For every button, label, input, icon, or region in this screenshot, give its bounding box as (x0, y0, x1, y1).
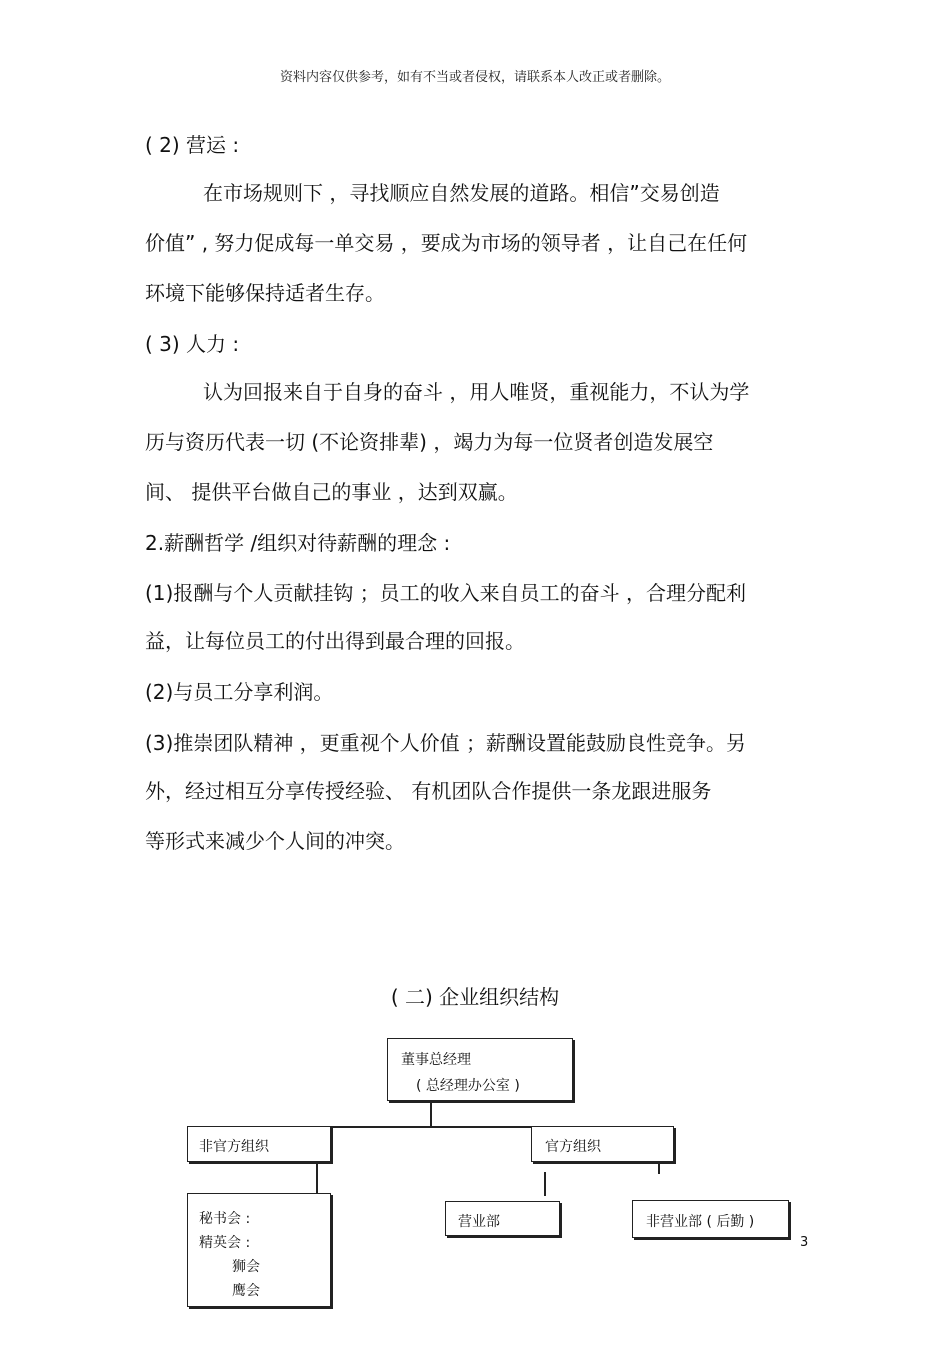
paragraph-line: (3)推崇团队精神 ，更重视个人价值 ；薪酬设置能鼓励良性竞争。另 (145, 731, 747, 755)
heading-salary-philosophy: 2.薪酬哲学 /组织对待薪酬的理念 : (145, 531, 451, 555)
org-node-label: 狮会 (232, 1259, 260, 1275)
heading-human-resources: ( 3) 人力 : (145, 332, 240, 356)
org-node-sales (445, 1201, 560, 1236)
paragraph-line: (1)报酬与个人贡献挂钩 ；员工的收入来自员工的奋斗 ，合理分配利 (145, 581, 747, 605)
paragraph-line: 等形式来减少个人间的冲突。 (145, 829, 405, 853)
org-node-label: 鹰会 (232, 1283, 260, 1299)
org-node-label: 非营业部 ( 后勤 ) (646, 1214, 755, 1230)
paragraph-line: 在市场规则下 ，寻找顺应自然发展的道路。相信”交易创造 (203, 181, 720, 205)
org-node-label: 非官方组织 (199, 1139, 269, 1155)
paragraph-line: 历与资历代表一切 (不论资排辈) ，竭力为每一位贤者创造发展空 (145, 430, 714, 454)
org-node-unofficial (187, 1126, 331, 1162)
paragraph-line: 间、 提供平台做自己的事业 ，达到双赢。 (145, 480, 518, 504)
paragraph-line: 外，经过相互分享传授经验、 有机团队合作提供一条龙跟进服务 (145, 779, 712, 803)
connector-line (430, 1101, 432, 1127)
heading-operations: ( 2) 营运 : (145, 133, 240, 157)
paragraph-line: 认为回报来自于自身的奋斗 ，用人唯贤，重视能力，不认为学 (203, 380, 750, 404)
connector-line (544, 1172, 546, 1196)
org-node-committees (187, 1193, 331, 1307)
org-node-label: 精英会 : (199, 1235, 251, 1251)
paragraph-line: 益，让每位员工的付出得到最合理的回报。 (145, 629, 525, 653)
org-node-label: 营业部 (458, 1214, 500, 1230)
org-node-label: 秘书会 : (199, 1211, 251, 1227)
connector-line (316, 1162, 318, 1195)
paragraph-line: 环境下能够保持适者生存。 (145, 281, 385, 305)
connector-line (331, 1126, 531, 1128)
org-node-sublabel: ( 总经理办公室 ) (416, 1078, 520, 1094)
paragraph-line: (2)与员工分享利润。 (145, 680, 334, 704)
paragraph-line: 价值” , 努力促成每一单交易 ，要成为市场的领导者 ，让自己在任何 (145, 231, 748, 255)
page-header-disclaimer: 资料内容仅供参考，如有不当或者侵权，请联系本人改正或者删除。 (279, 70, 670, 85)
org-node-general-manager (387, 1038, 573, 1101)
page-number: 3 (800, 1235, 809, 1250)
org-node-label: 董事总经理 (401, 1052, 471, 1068)
section-title: ( 二) 企业组织结构 (390, 985, 560, 1009)
org-node-label: 官方组织 (545, 1139, 601, 1155)
org-node-official (531, 1126, 674, 1162)
org-node-non-sales (632, 1200, 789, 1238)
